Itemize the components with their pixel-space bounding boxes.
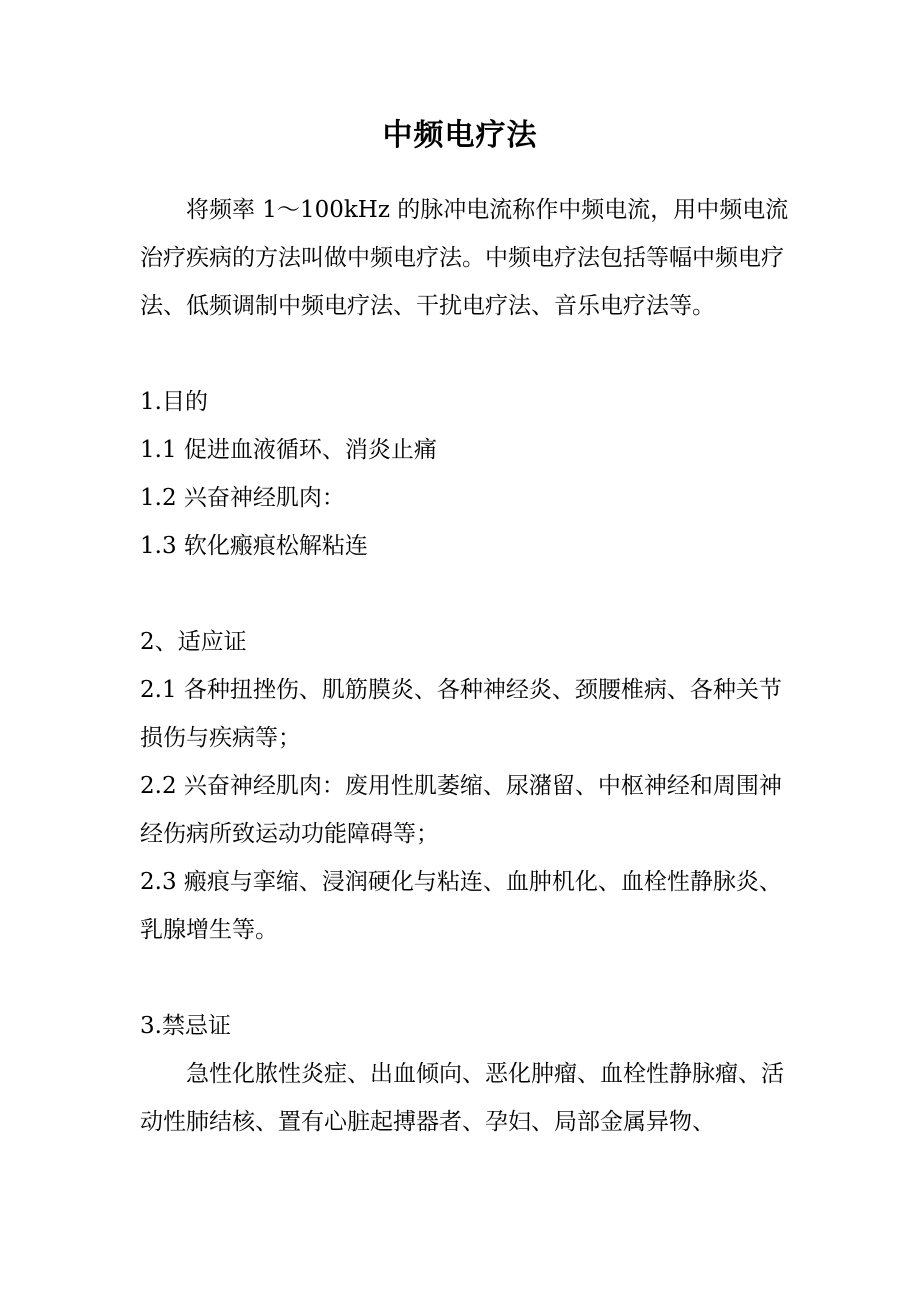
document-title: 中频电疗法 (382, 118, 538, 153)
indication-item: 2.3 瘢痕与挛缩、浸润硬化与粘连、血肿机化、血栓性静脉炎、乳腺增生等。 (140, 869, 782, 943)
section-heading-purpose: 1.目的 (140, 389, 208, 415)
indication-item: 2.2 兴奋神经肌肉：废用性肌萎缩、尿潴留、中枢神经和周围神经伤病所致运动功能障碍等； (140, 773, 782, 847)
section-heading-contraindications: 3.禁忌证 (140, 1013, 231, 1039)
section-spacer (140, 330, 790, 378)
purpose-item: 1.3 软化瘢痕松解粘连 (140, 533, 368, 559)
section-heading-indications: 2、适应证 (140, 629, 247, 655)
purpose-item: 1.1 促进血液循环、消炎止痛 (140, 437, 437, 463)
contraindications-paragraph: 急性化脓性炎症、出血倾向、恶化肿瘤、血栓性静脉瘤、活动性肺结核、置有心脏起搏器者、孕妇、局部金属异物、 (140, 1061, 784, 1135)
section-spacer (140, 954, 790, 1002)
intro-paragraph: 将频率 1～100kHz 的脉冲电流称作中频电流，用中频电流治疗疾病的方法叫做中频电疗法。中频电疗法包括等幅中频电疗法、低频调制中频电疗法、干扰电疗法、音乐电疗法等。 (140, 197, 789, 319)
purpose-item: 1.2 兴奋神经肌肉： (140, 485, 345, 511)
document-body (140, 186, 790, 1146)
indication-item: 2.1 各种扭挫伤、肌筋膜炎、各种神经炎、颈腰椎病、各种关节损伤与疾病等； (140, 677, 782, 751)
section-spacer (140, 570, 790, 618)
